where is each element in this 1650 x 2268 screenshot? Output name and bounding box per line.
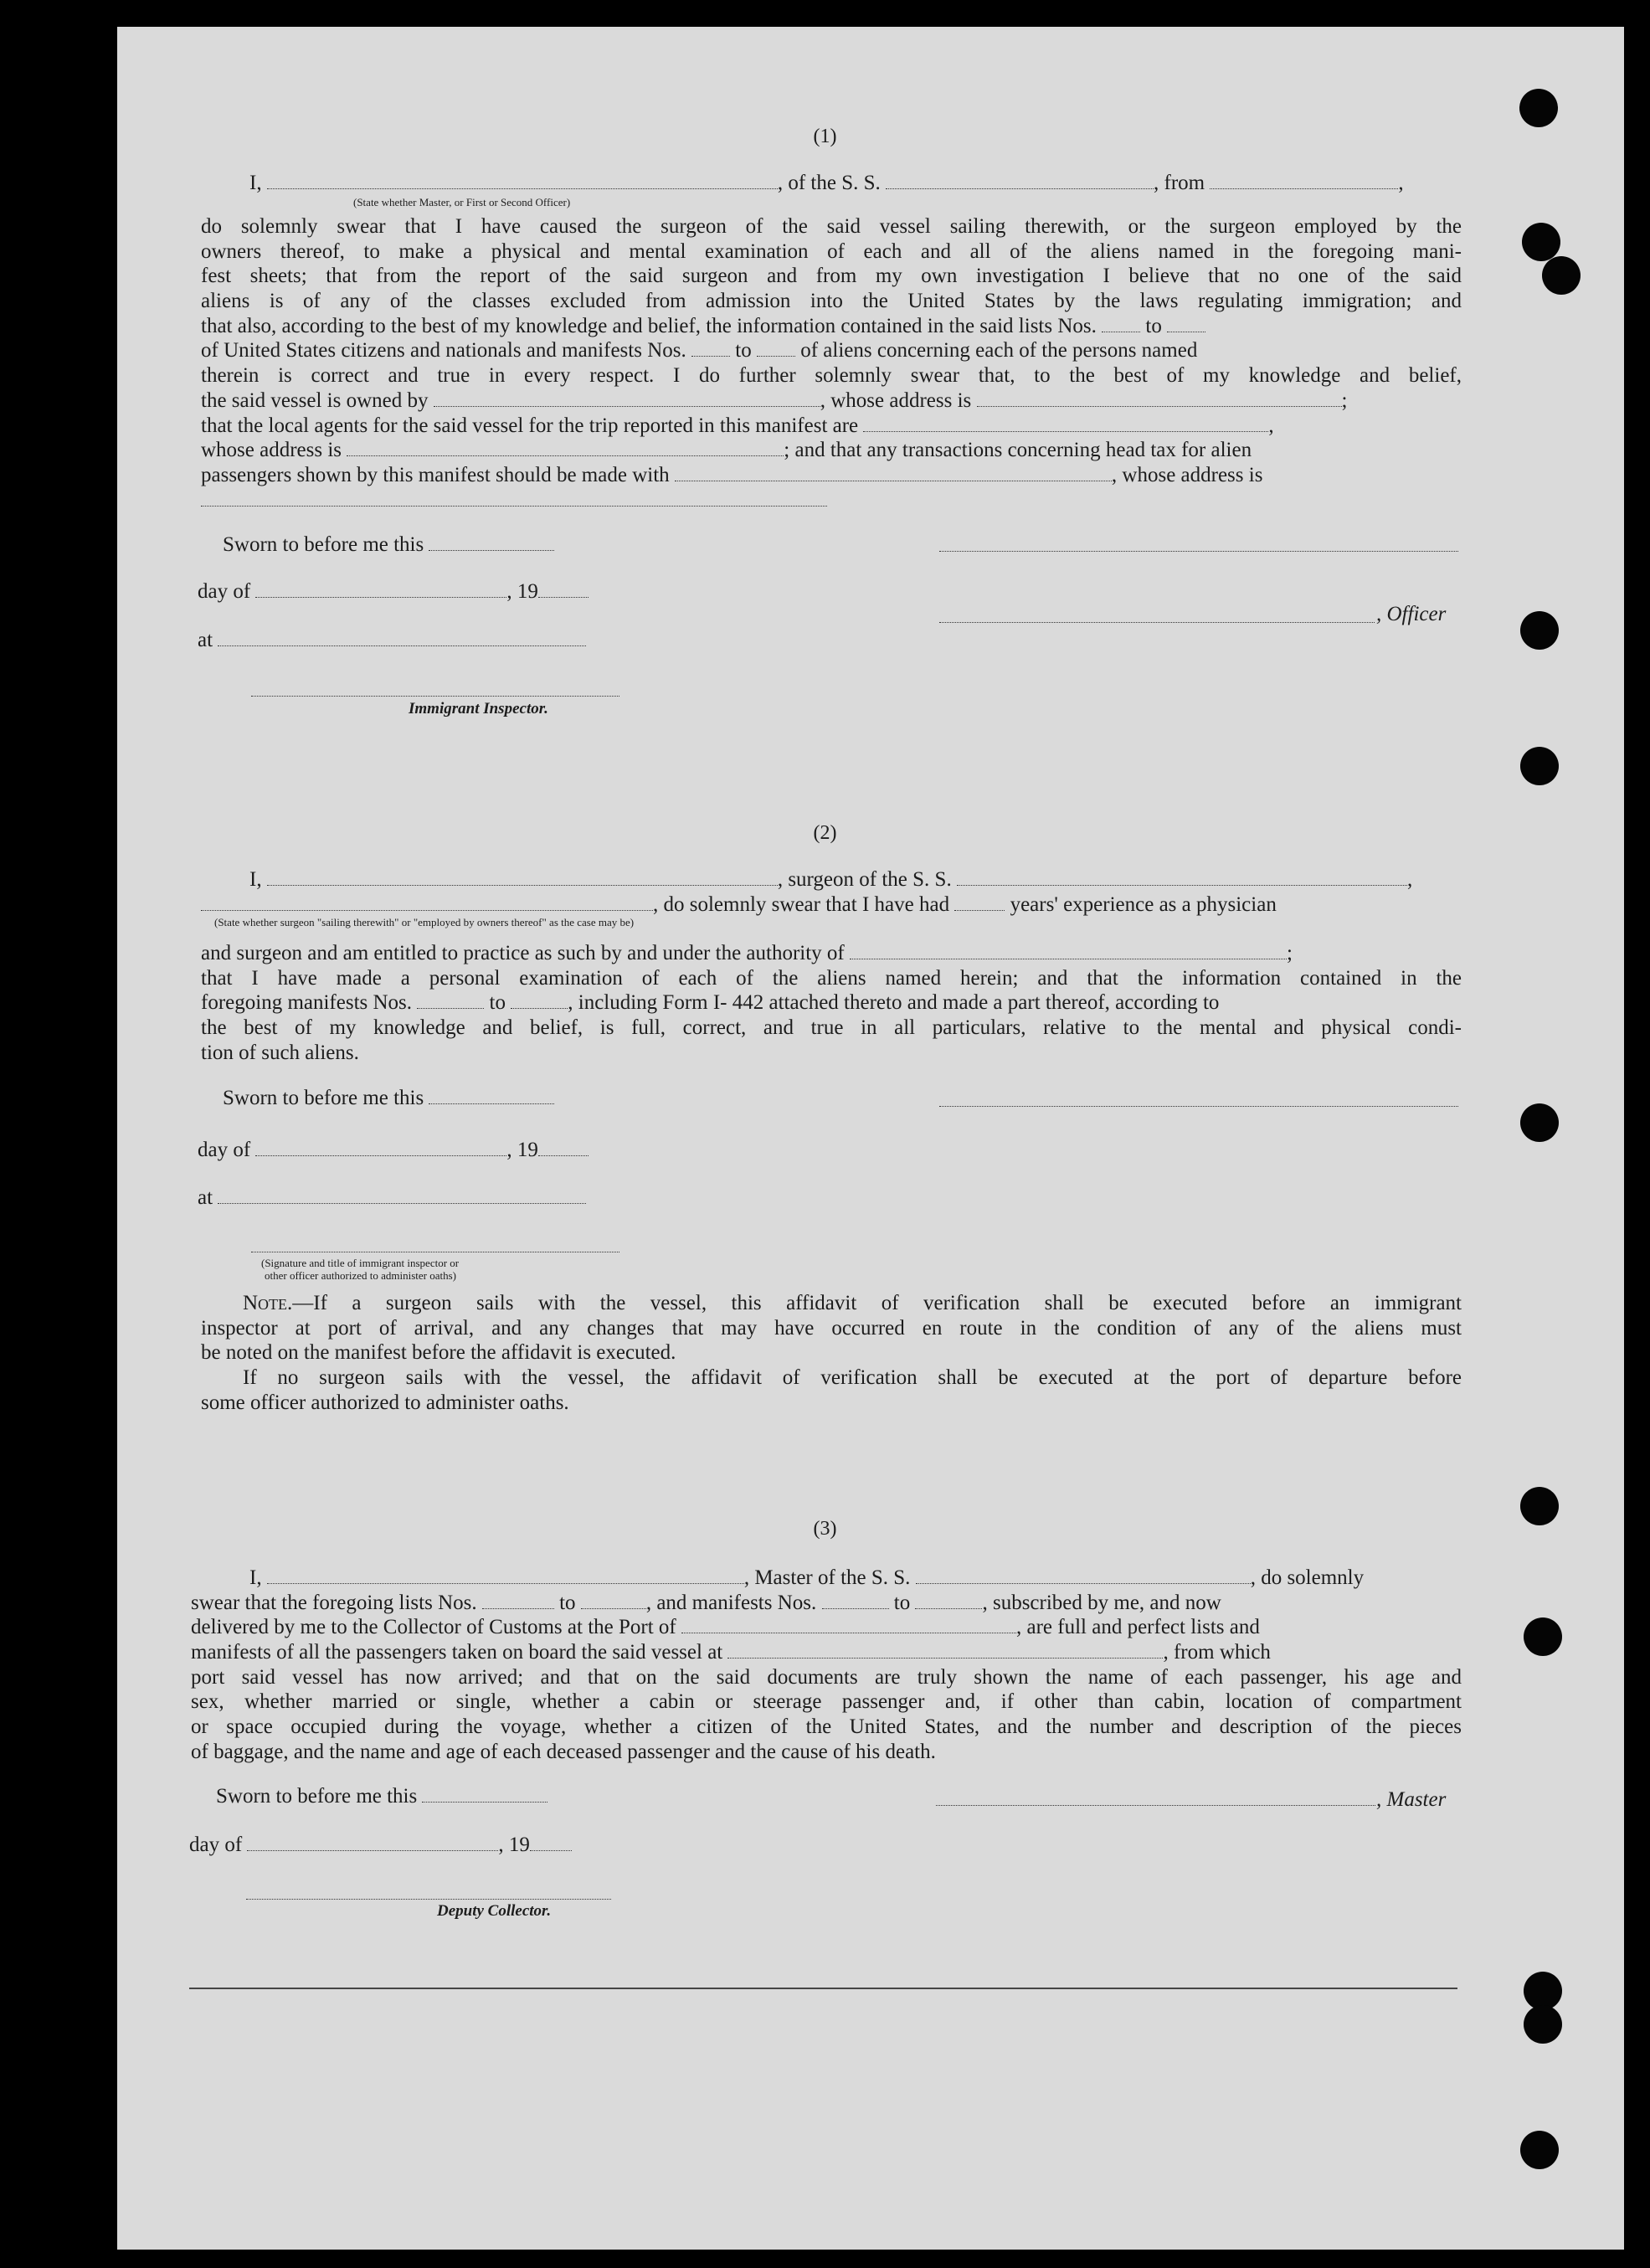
experience-line [201, 893, 1277, 917]
text: to [1145, 314, 1162, 337]
text: passengers shown by this manifest should be made with [201, 463, 670, 486]
vessel-name-field[interactable] [957, 868, 1407, 886]
text: , subscribed by me, and now [982, 1591, 1221, 1614]
field-note: (State whether surgeon "sailing therewith" or "employed by owners thereof" as the case may be) [214, 916, 635, 928]
officer-field[interactable] [267, 172, 778, 189]
paragraph-line: port said vessel has now arrived; and that on the said documents are truly shown the name of each passenger, his age and [191, 1665, 1462, 1689]
paragraph-line [201, 990, 1462, 1016]
signature-note: other officer authorized to administer oaths) [265, 1269, 456, 1282]
year-field[interactable] [530, 1833, 572, 1851]
manifest-no-to-field[interactable] [915, 1592, 982, 1609]
punch-hole [1524, 1617, 1562, 1656]
text: , of the S. S. [777, 172, 881, 194]
text: Sworn to before me this [223, 1087, 424, 1109]
at-line [198, 1186, 586, 1210]
paragraph-line [201, 388, 1462, 414]
master-name-field[interactable] [267, 1566, 744, 1584]
text: , 19 [506, 1139, 538, 1161]
section-number: (2) [813, 822, 837, 844]
text: manifests of all the passengers taken on board the said vessel at [191, 1641, 723, 1664]
text: Sworn to before me this [216, 1785, 418, 1808]
day-field[interactable] [247, 1833, 498, 1851]
year-field[interactable] [538, 580, 589, 598]
year-field[interactable] [538, 1139, 589, 1156]
text: ; and that any transactions concerning head tax for alien [784, 439, 1252, 462]
text: , whose address is [1111, 463, 1263, 486]
paragraph-line [201, 941, 1462, 966]
master-paragraph [191, 1566, 1462, 1765]
sworn-date-field[interactable] [429, 533, 554, 551]
surgeon-name-field[interactable] [267, 868, 778, 886]
field-note: (State whether Master, or First or Second Officer) [353, 196, 571, 208]
text: , Master of the S. S. [743, 1566, 911, 1589]
text: of aliens concerning each of the persons named [800, 339, 1198, 363]
paragraph-line: the best of my knowledge and belief, is full, correct, and true in all particulars, relative to the mental and physical condi- [201, 1016, 1462, 1040]
master-label: , Master [1376, 1788, 1447, 1811]
text: that the local agents for the said vessel for the trip reported in this manifest are [201, 414, 859, 437]
punch-hole [1520, 1103, 1559, 1142]
punch-hole [1524, 2005, 1562, 2044]
officer-label: , Officer [1376, 603, 1447, 625]
paragraph-line: If no surgeon sails with the vessel, the affidavit of verification shall be executed at the port of departure before [243, 1366, 1462, 1390]
paragraph-line [201, 1291, 1462, 1316]
at-line [198, 629, 586, 652]
section-number: (3) [813, 1518, 837, 1540]
manifest-no-to-field[interactable] [511, 991, 568, 1009]
day-line [198, 580, 589, 604]
manifest-no-from-field[interactable] [417, 991, 484, 1009]
text: whose address is [201, 439, 342, 462]
vessel-name-field[interactable] [916, 1566, 1251, 1584]
sworn-line [223, 1087, 554, 1110]
text: , do solemnly [1250, 1566, 1365, 1589]
text: , from which [1163, 1641, 1271, 1664]
text: that also, according to the best of my knowledge and belief, the information contained in the said lists Nos. [201, 314, 1097, 337]
paragraph-line [191, 1566, 1462, 1591]
paragraph-line: fest sheets; that from the report of the said surgeon and from my own investigation I believe that no one of the said [201, 265, 1462, 288]
head-tax-party-field[interactable] [675, 464, 1112, 481]
paragraph-line [201, 338, 1462, 363]
inspector-label: Immigrant Inspector. [409, 700, 548, 717]
punch-hole [1520, 2131, 1559, 2169]
at-field[interactable] [218, 629, 586, 646]
text: ; [1287, 942, 1293, 964]
paragraph-line [201, 463, 1462, 488]
text: , [1398, 172, 1404, 194]
text: , including Form I- 442 attached thereto and made a part thereof, according to [568, 991, 1220, 1015]
inspector-signature-line[interactable] [251, 695, 619, 697]
text: , 19 [498, 1833, 530, 1856]
list-no-from-field[interactable] [1102, 315, 1140, 332]
deputy-signature-line[interactable] [246, 1898, 611, 1900]
text: , whose address is [820, 388, 972, 412]
text: at [198, 629, 213, 651]
authority-field[interactable] [850, 942, 1287, 959]
agents-field[interactable] [863, 414, 1268, 432]
text: to [489, 991, 506, 1015]
text: day of [198, 580, 251, 603]
bottom-rule [189, 1988, 1457, 1989]
surgeon-type-field[interactable] [201, 893, 653, 911]
day-field[interactable] [255, 580, 506, 598]
paragraph-line: sex, whether married or single, whether a cabin or steerage passenger and, if other than cabin, location of compartment [191, 1690, 1462, 1714]
head-tax-address-field[interactable] [201, 489, 827, 507]
text: , [1268, 414, 1274, 437]
officer-signature-line[interactable] [939, 621, 1375, 623]
oath-paragraph [201, 214, 1462, 512]
paragraph-line [191, 1591, 1462, 1616]
section-number: (1) [813, 126, 837, 147]
text: ; [1341, 388, 1348, 412]
agents-address-field[interactable] [347, 439, 784, 456]
paragraph-line: tion of such aliens. [201, 1041, 359, 1064]
text: to [735, 339, 752, 363]
paragraph-line: of baggage, and the name and age of each deceased passenger and the cause of his death. [191, 1740, 936, 1763]
paragraph-line: therein is correct and true in every respect. I do further solemnly swear that, to the best of my knowledge and belief, [201, 364, 1462, 388]
surgeon-line [249, 868, 1412, 892]
paragraph-line: or space occupied during the voyage, whether a citizen of the United States, and the number and description of the pieces [191, 1715, 1462, 1739]
deputy-label: Deputy Collector. [437, 1902, 552, 1920]
surgeon-signature-line[interactable] [939, 1105, 1458, 1107]
text: and surgeon and am entitled to practice as such by and under the authority of [201, 942, 845, 964]
owner-field[interactable] [434, 389, 820, 407]
text: the said vessel is owned by [201, 388, 429, 412]
text: , do solemnly swear that I have had [653, 893, 950, 916]
punch-hole [1522, 223, 1560, 261]
text: day of [198, 1139, 251, 1161]
list-no-to-field[interactable] [1167, 315, 1205, 332]
signature-line[interactable] [939, 550, 1458, 552]
text: delivered by me to the Collector of Customs at the Port of [191, 1616, 676, 1639]
text: , and manifests Nos. [645, 1591, 817, 1614]
punch-hole [1519, 89, 1558, 127]
oath-line [249, 172, 1404, 195]
paragraph-line: be noted on the manifest before the affidavit is executed. [201, 1341, 676, 1365]
paragraph-line: some officer authorized to administer oaths. [201, 1391, 569, 1414]
vessel-name-field[interactable] [886, 172, 1154, 189]
punch-hole [1520, 747, 1559, 785]
paragraph-line: inspector at port of arrival, and any changes that may have occurred en route in the condition of any of the aliens must [201, 1316, 1462, 1340]
paragraph-line [201, 414, 1462, 439]
text: day of [189, 1833, 243, 1856]
sworn-line [216, 1785, 547, 1808]
text: , from [1154, 172, 1205, 194]
paragraph-line: aliens is of any of the classes excluded from admission into the United States by the laws regulating immigration; and [201, 290, 1462, 313]
paragraph-line [201, 488, 1462, 513]
text: years' experience as a physician [1010, 893, 1277, 916]
note-paragraph [201, 1291, 1462, 1415]
sworn-date-field[interactable] [429, 1087, 554, 1104]
paragraph-line [191, 1640, 1462, 1665]
text: I, [249, 868, 262, 891]
from-port-field[interactable] [1210, 172, 1398, 189]
paragraph-line [201, 314, 1462, 339]
manifest-no-from-field[interactable] [822, 1592, 889, 1609]
text: —If a surgeon sails with the vessel, this affidavit of verification shall be executed before an immigrant [292, 1292, 1462, 1314]
paragraph-line [191, 1615, 1462, 1640]
paragraph-line: do solemnly swear that I have caused the surgeon of the said vessel sailing therewith, or the surgeon employed by the [201, 215, 1462, 238]
text: Sworn to before me this [223, 533, 424, 556]
officer-signature-line[interactable] [251, 1251, 619, 1252]
punch-hole [1520, 611, 1559, 650]
day-field[interactable] [255, 1139, 506, 1156]
owner-address-field[interactable] [977, 389, 1342, 407]
sworn-line [223, 533, 554, 557]
note-label: Note. [243, 1292, 293, 1314]
day-line [198, 1139, 589, 1162]
embark-port-field[interactable] [727, 1641, 1163, 1659]
day-line [189, 1833, 572, 1857]
text: to [893, 1591, 911, 1614]
paragraph-line: that I have made a personal examination of each of the aliens named herein; and that the information contained in the [201, 966, 1462, 990]
punch-hole [1542, 256, 1581, 295]
text: swear that the foregoing lists Nos. [191, 1591, 477, 1614]
years-field[interactable] [954, 893, 1005, 911]
text: I, [249, 1566, 262, 1589]
text: at [198, 1186, 213, 1209]
text: , 19 [506, 580, 538, 603]
signature-note: (Signature and title of immigrant inspector or [261, 1257, 460, 1269]
text: , surgeon of the S. S. [777, 868, 952, 891]
list-no-to-field[interactable] [581, 1592, 646, 1609]
list-no-from-field[interactable] [482, 1592, 554, 1609]
text: , are full and perfect lists and [1016, 1616, 1260, 1639]
manifest-no-to-field[interactable] [757, 339, 795, 357]
text: I, [249, 172, 262, 194]
sworn-date-field[interactable] [422, 1785, 547, 1803]
text: to [559, 1591, 576, 1614]
surgeon-paragraph [201, 941, 1462, 1065]
master-signature-line[interactable] [936, 1804, 1375, 1806]
paragraph-line: owners thereof, to make a physical and mental examination of each and all of the aliens named in the foregoing mani- [201, 239, 1462, 263]
manifest-no-from-field[interactable] [691, 339, 730, 357]
text: of United States citizens and nationals and manifests Nos. [201, 339, 686, 363]
port-field[interactable] [681, 1616, 1016, 1633]
text: , [1406, 868, 1413, 891]
at-field[interactable] [218, 1186, 586, 1204]
paragraph-line [201, 438, 1462, 463]
text: foregoing manifests Nos. [201, 991, 413, 1015]
